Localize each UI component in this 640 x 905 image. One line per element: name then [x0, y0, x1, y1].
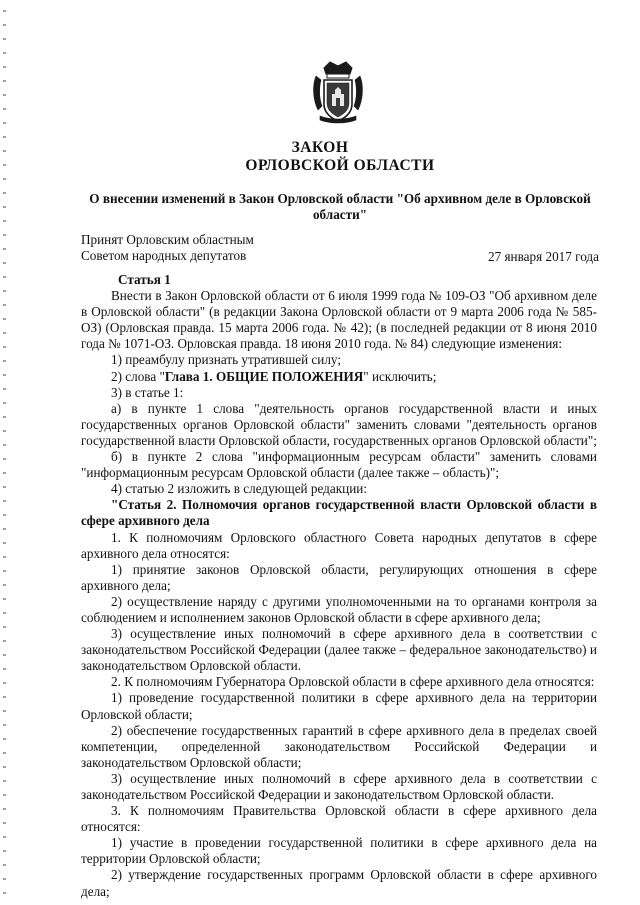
law-paragraph: "Статья 2. Полномочия органов государственной власти Орловской области в сфере архивного дела	[81, 497, 597, 529]
adoption-line-2: Советом народных депутатов	[81, 248, 247, 263]
bold-quoted-text: Глава 1. ОБЩИЕ ПОЛОЖЕНИЯ	[164, 368, 364, 384]
paragraph-text-fragment: " исключить;	[363, 368, 437, 384]
adoption-line-1: Принят Орловским областным	[81, 232, 254, 247]
law-paragraph: 2) осуществление наряду с другими уполномоченными на то органами контроля за соблюдением и исполнением законов Орловской области в сфере архивного дела;	[81, 593, 597, 625]
law-paragraph: 3) в статье 1:	[111, 384, 184, 400]
law-paragraph: 2) обеспечение государственных гарантий в сфере архивного дела в пределах своей компетенции, определенной законодательством Российской Федерации и законодательством Орловской области;	[81, 722, 597, 770]
law-paragraph: 2) утверждение государственных программ Орловской области в сфере архивного дела;	[81, 867, 597, 899]
law-paragraph: Статья 1	[118, 272, 171, 287]
law-paragraph: 1. К полномочиям Орловского областного Совета народных депутатов в сфере архивного дела относятся:	[81, 529, 597, 561]
law-paragraph: 1) участие в проведении государственной политики в сфере архивного дела на территории Орловской области;	[81, 835, 597, 867]
region-title: ОРЛОВСКОЙ ОБЛАСТИ	[245, 157, 435, 174]
law-paragraph: 3) осуществление иных полномочий в сфере архивного дела в соответствии с законодательством Российской Федерации (далее также – федеральное законодательство) и законодательством Орловской области.	[81, 626, 597, 674]
law-subtitle: О внесении изменений в Закон Орловской области "Об архивном деле в Орловской области"	[89, 191, 591, 222]
document-type-title: ЗАКОН	[291, 139, 349, 156]
law-paragraph	[81, 369, 597, 385]
paragraph-text-fragment: 2) слова "	[111, 368, 165, 384]
law-paragraph: 4) статью 2 изложить в следующей редакции:	[111, 481, 367, 497]
law-paragraph: 3) осуществление иных полномочий в сфере архивного дела в соответствии с законодательством Российской Федерации и законодательством Орловской области.	[81, 770, 597, 802]
law-paragraph: 1) проведение государственной политики в сфере архивного дела на территории Орловской области;	[81, 690, 597, 722]
law-paragraph: 2. К полномочиям Губернатора Орловской области в сфере архивного дела относятся:	[111, 674, 595, 690]
law-body	[81, 272, 597, 900]
adoption-block	[81, 232, 254, 264]
adoption-date: 27 января 2017 года	[488, 249, 599, 264]
coat-of-arms-icon	[310, 60, 366, 126]
law-paragraph: 1) принятие законов Орловской области, регулирующих отношения в сфере архивного дела;	[81, 561, 597, 593]
law-paragraph: 3. К полномочиям Правительства Орловской области в сфере архивного дела относятся:	[81, 803, 597, 835]
law-paragraph: Внести в Закон Орловской области от 6 июля 1999 года № 109-ОЗ "Об архивном деле в Орловской области" (в редакции Закона Орловской области от 9 марта 2006 года № 585-ОЗ) (Орловская правда. 15 марта 2006 года. № 42); (в последней редакции от 8 июня 2010 года № 1071-ОЗ. Орловская правда. 18 июня 2010 года. № 84) следующие изменения:	[81, 288, 597, 352]
law-paragraph: б) в пункте 2 слова "информационным ресурсам области" заменить словами "информационным ресурсам Орловской области (далее также – область)";	[81, 449, 597, 481]
law-paragraph: а) в пункте 1 слова "деятельность органов государственной власти и иных государственных органов Орловской области" заменить словами "деятельность органов государственной власти Орловской области, государственных органов Орловской области";	[81, 400, 597, 448]
law-paragraph: 1) преамбулу признать утратившей силу;	[111, 352, 342, 368]
